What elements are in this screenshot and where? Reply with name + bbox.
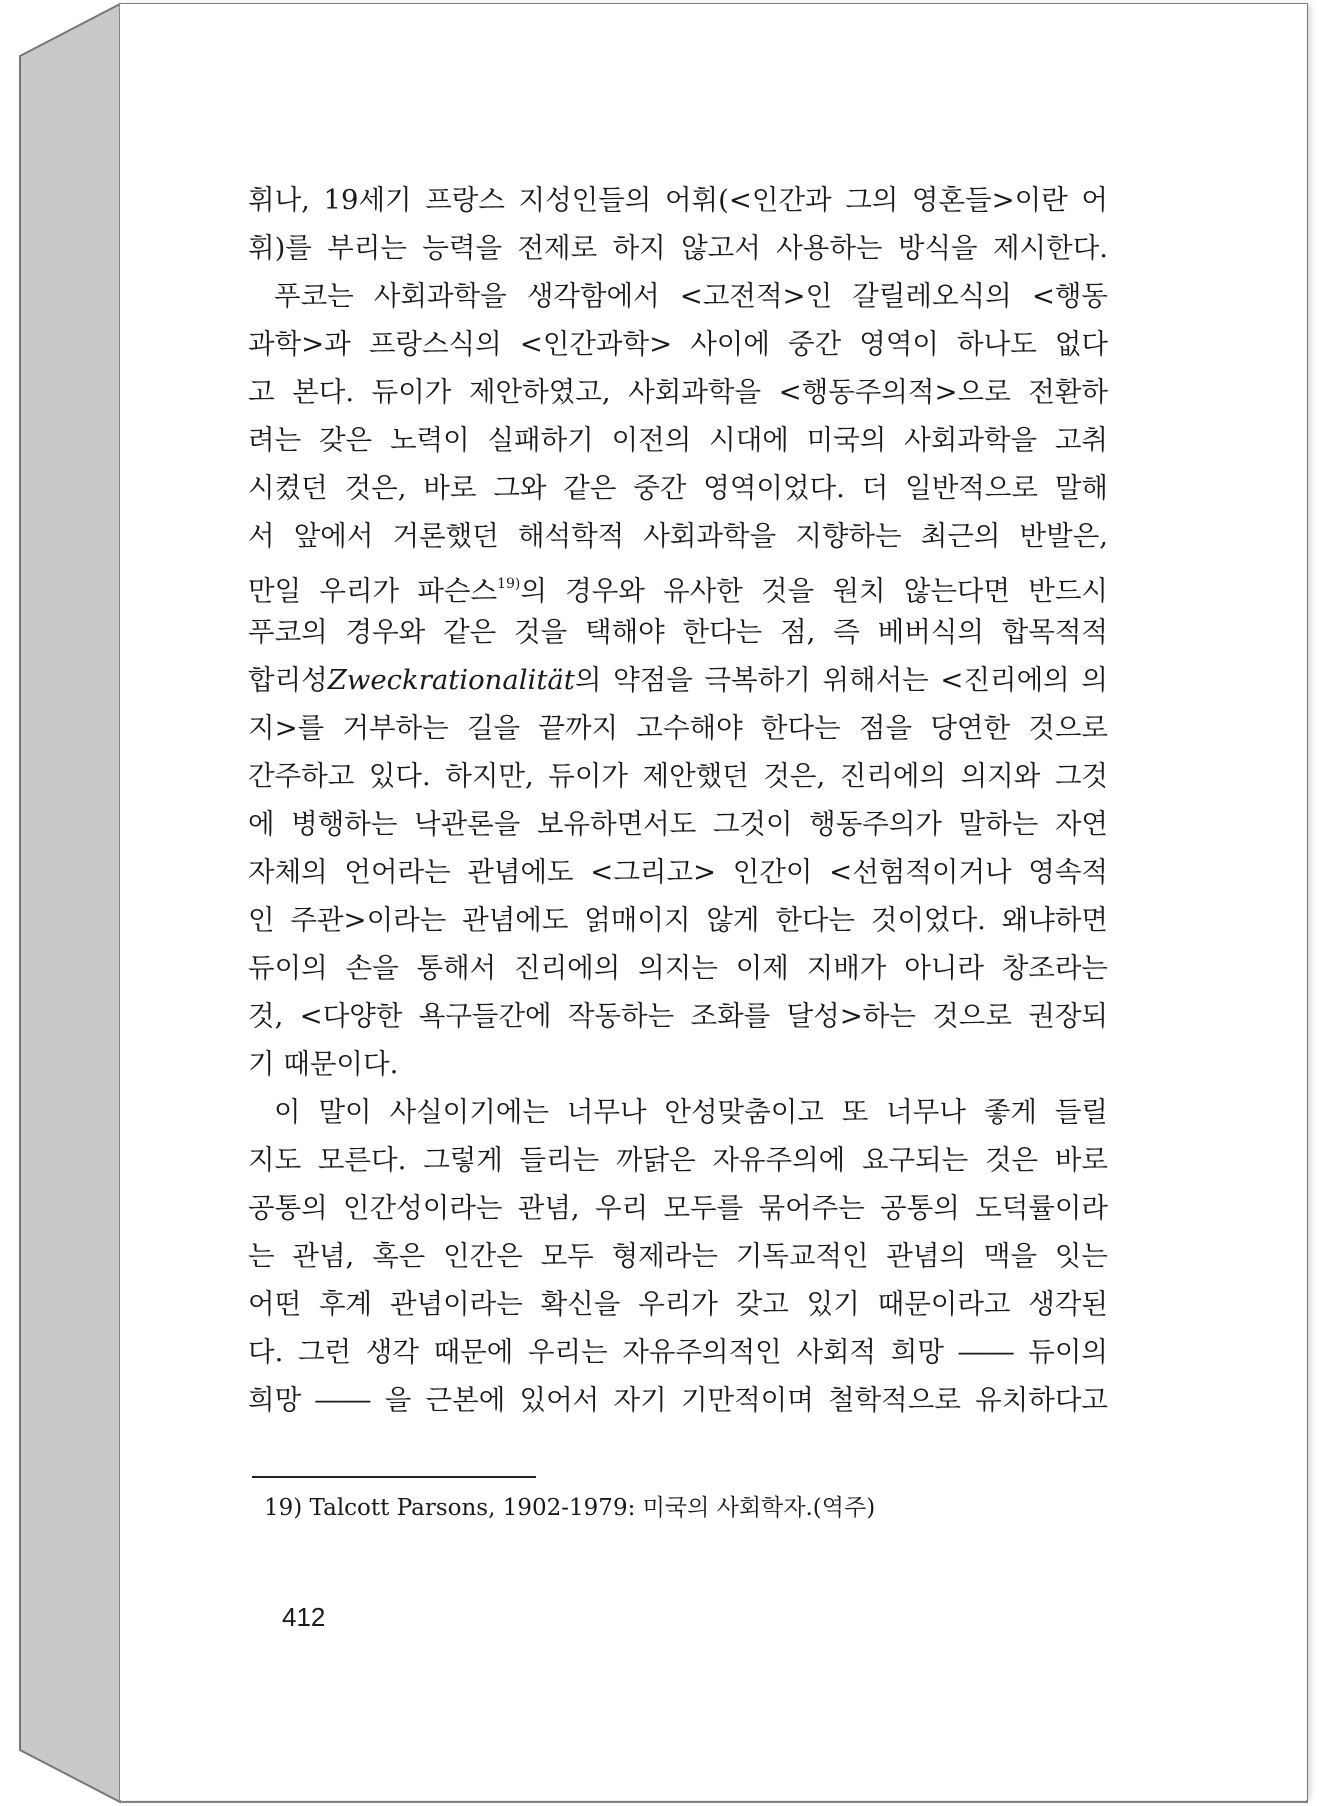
text-line: 이 말이 사실이기에는 너무나 안성맞춤이고 또 너무나 좋게 들릴 [274,1096,1108,1128]
text-line: 기 때문이다. [248,1048,399,1080]
text-line: 휘나, 19세기 프랑스 지성인들의 어휘(<인간과 그의 영혼들>이란 어 [248,184,1108,216]
text-line: 휘)를 부리는 능력을 전제로 하지 않고서 사용하는 방식을 제시한다. [248,232,1108,264]
body-text [248,176,1108,1424]
footnote-divider [252,1476,536,1478]
text-segment: 만일 우리가 파슨스 [248,575,498,607]
text-line: 것, <다양한 욕구들간에 작동하는 조화를 달성>하는 것으로 권장되 [248,1000,1108,1032]
text-line: 듀이의 손을 통해서 진리에의 의지는 이제 지배가 아니라 창조라는 [248,952,1108,984]
text-line: 공통의 인간성이라는 관념, 우리 모두를 묶어주는 공통의 도덕률이라 [248,1192,1108,1224]
text-line: 시켰던 것은, 바로 그와 같은 중간 영역이었다. 더 일반적으로 말해 [248,472,1108,504]
text-line: 푸코는 사회과학을 생각함에서 <고전적>인 갈릴레오식의 <행동 [274,280,1108,312]
text-line: 희망 ―― 을 근본에 있어서 자기 기만적이며 철학적으로 유치하다고 [248,1384,1108,1416]
text-line: 에 병행하는 낙관론을 보유하면서도 그것이 행동주의가 말하는 자연 [248,808,1108,840]
text-segment: 합리성 [248,664,328,696]
text-segment: 의 약점을 극복하기 위해서는 <진리에의 의 [574,664,1108,696]
text-line: 어떤 후계 관념이라는 확신을 우리가 갖고 있기 때문이라고 생각된 [248,1288,1108,1320]
text-line: 지도 모른다. 그렇게 들리는 까닭은 자유주의에 요구되는 것은 바로 [248,1144,1108,1176]
text-line: 과학>과 프랑스식의 <인간과학> 사이에 중간 영역이 하나도 없다 [248,328,1108,360]
text-line: 간주하고 있다. 하지만, 듀이가 제안했던 것은, 진리에의 의지와 그것 [248,760,1108,792]
text-line: 는 관념, 혹은 인간은 모두 형제라는 기독교적인 관념의 맥을 잇는 [248,1240,1108,1272]
text-line: 려는 갖은 노력이 실패하기 이전의 시대에 미국의 사회과학을 고취 [248,424,1108,456]
text-line: 고 본다. 듀이가 제안하였고, 사회과학을 <행동주의적>으로 전환하 [248,376,1108,408]
foreign-term: Zweckrationalität [327,664,575,696]
text-line-with-footnote-ref [248,560,1108,608]
text-line: 다. 그런 생각 때문에 우리는 자유주의적인 사회적 희망 ―― 듀이의 [248,1336,1108,1368]
footnote-ref: 19) [497,576,521,592]
text-segment: 의 경우와 유사한 것을 원치 않는다면 반드시 [520,575,1108,607]
page-number: 412 [282,1602,326,1632]
text-line-with-foreign-term [248,656,1108,704]
text-line: 자체의 언어라는 관념에도 <그리고> 인간이 <선험적이거나 영속적 [248,856,1108,888]
text-line: 푸코의 경우와 같은 것을 택해야 한다는 점, 즉 베버식의 합목적적 [248,616,1108,648]
footnote: 19) Talcott Parsons, 1902-1979: 미국의 사회학자.(역주) [264,1495,876,1521]
text-line: 서 앞에서 거론했던 해석학적 사회과학을 지향하는 최근의 반발은, [248,520,1108,552]
text-line: 인 주관>이라는 관념에도 얽매이지 않게 한다는 것이었다. 왜냐하면 [248,904,1108,936]
text-line: 지>를 거부하는 길을 끝까지 고수해야 한다는 점을 당연한 것으로 [248,712,1108,744]
